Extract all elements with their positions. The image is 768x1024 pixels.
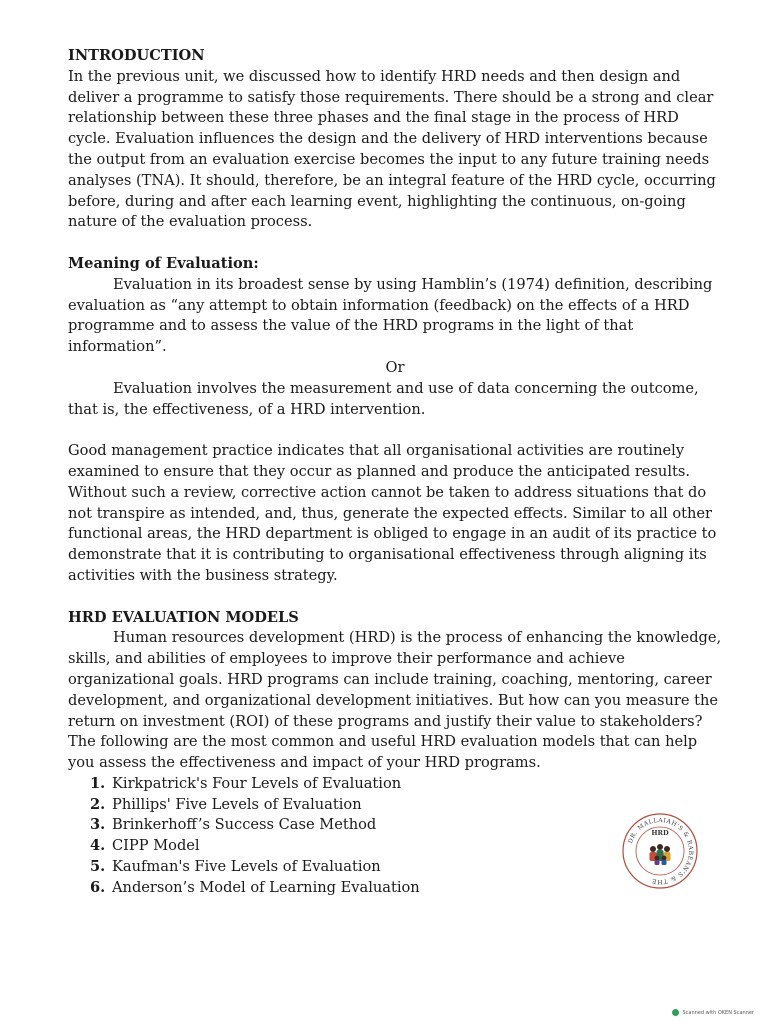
list-item-number: 2. <box>90 795 106 813</box>
list-item <box>68 774 722 795</box>
models-paragraph: Human resources development (HRD) is the process of enhancing the knowledge, skills, and abilities of employees to improve their performance and achieve organizational goals. HRD programs can include training, coaching, mentoring, career development, and organizational development initiatives. But how can you measure the return on investment (ROI) of these programs and justify their value to stakeholders? The following are the most common and useful HRD evaluation models that can help you assess the effectiveness and impact of your HRD programs. <box>68 629 722 772</box>
intro-heading: INTRODUCTION <box>68 47 205 64</box>
spacer <box>68 587 722 608</box>
list-item-label: Brinkerhoff’s Success Case Method <box>112 816 377 834</box>
list-item-number: 4. <box>90 837 106 855</box>
list-item-number: 6. <box>90 878 106 896</box>
list-item-label: Anderson’s Model of Learning Evaluation <box>112 878 420 896</box>
list-item-number: 5. <box>90 858 106 876</box>
definition-one: Evaluation in its broadest sense by using Hamblin’s (1974) definition, describing evaluation as “any attempt to obtain information (feedback) on the effects of a HRD programme and to assess the value of the HRD programs in the light of that information”. <box>68 275 713 356</box>
spacer <box>68 233 722 254</box>
intro-paragraph: In the previous unit, we discussed how to identify HRD needs and then design and deliver a programme to satisfy those requirements. There should be a strong and clear relationship between these three phases and the final stage in the process of HRD cycle. Evaluation influences the design and the delivery of HRD interventions because the output from an evaluation exercise becomes the input to any future training needs analyses (TNA). It should, therefore, be an integral feature of the HRD cycle, occurring before, during and after each learning event, highlighting the continuous, on-going nature of the evaluation process. <box>68 67 716 231</box>
meaning-heading: Meaning of Evaluation: <box>68 254 259 272</box>
stamp-top-text: HRD <box>651 829 669 837</box>
list-item-number: 1. <box>90 774 106 792</box>
list-item-number: 3. <box>90 816 106 834</box>
scanner-text: Scanned with OKEN Scanner <box>682 1009 754 1016</box>
document-page <box>68 46 722 899</box>
list-item-label: Kaufman's Five Levels of Evaluation <box>112 858 381 876</box>
scanner-watermark <box>672 1009 754 1016</box>
management-paragraph: Good management practice indicates that all organisational activities are routinely examined to ensure that they occur as planned and produce the anticipated results. Without such a review, corrective action cannot be taken to address situations that do not transpire as intended, and, thus, generate the expected effects. Similar to all other functional areas, the HRD department is obliged to engage in an audit of its practice to demonstrate that it is contributing to organisational effectiveness through aligning its activities with the business strategy. <box>68 442 717 584</box>
stamp-ring-text: DR. MALLAIAH'S & RABEAN'S & THE <box>627 816 695 886</box>
hrd-stamp-logo <box>621 812 699 890</box>
definition-two: Evaluation involves the measurement and use of data concerning the outcome, that is, the effectiveness, of a HRD intervention. <box>68 379 699 418</box>
or-separator: Or <box>385 358 405 376</box>
list-item-label: CIPP Model <box>112 837 200 855</box>
list-item-label: Phillips' Five Levels of Evaluation <box>112 795 362 813</box>
spacer <box>68 420 722 441</box>
scanner-logo-icon <box>672 1009 679 1016</box>
models-heading: HRD EVALUATION MODELS <box>68 608 299 626</box>
list-item-label: Kirkpatrick's Four Levels of Evaluation <box>112 774 402 792</box>
